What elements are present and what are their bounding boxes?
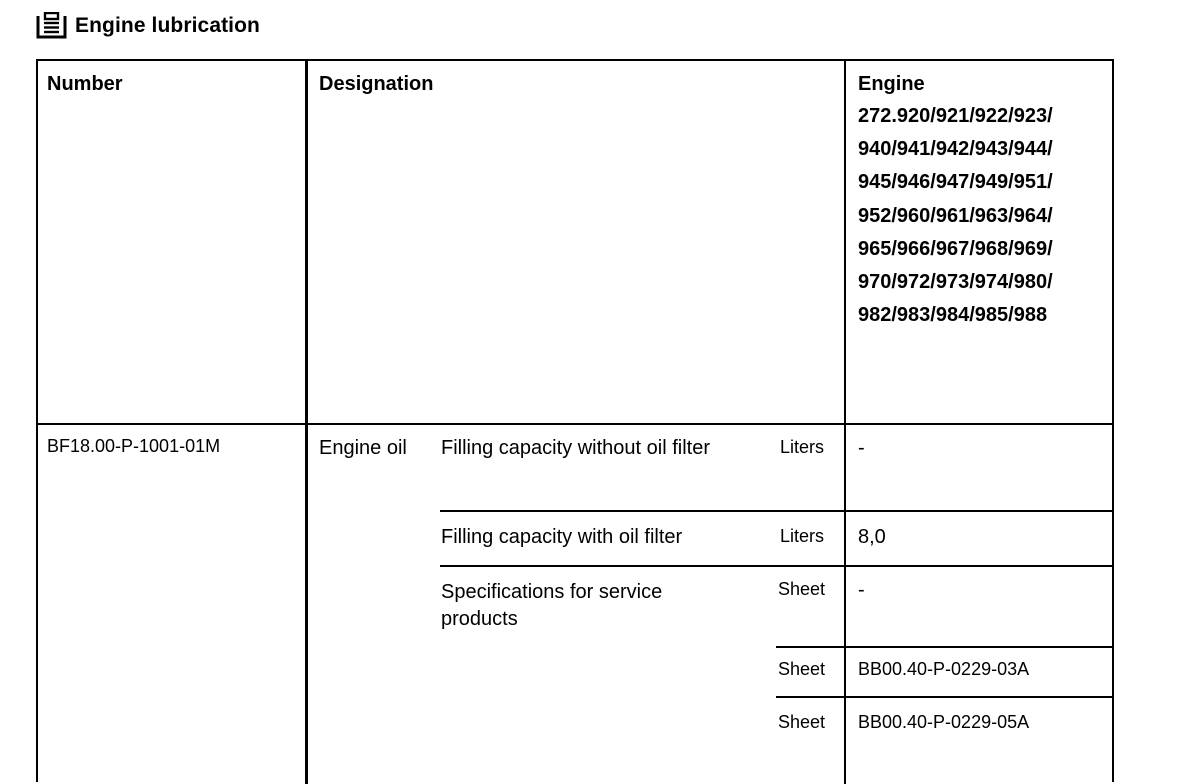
item-value-5[interactable]: BB00.40-P-0229-05A	[858, 712, 1030, 732]
document-number: BF18.00-P-1001-01M	[47, 436, 221, 456]
item-unit-2: Liters	[780, 526, 825, 546]
section-header	[36, 10, 260, 42]
section-title: Engine lubrication	[75, 14, 260, 37]
row-divider-3	[776, 646, 1114, 648]
item-unit-3: Sheet	[778, 579, 826, 599]
item-value-1: -	[858, 437, 865, 459]
item-unit-4: Sheet	[778, 659, 826, 679]
header-engine: Engine	[858, 73, 925, 95]
item-unit-5: Sheet	[778, 712, 826, 732]
lubrication-table	[36, 59, 1114, 782]
item-value-2: 8,0	[858, 526, 886, 548]
row-divider-1	[440, 510, 1114, 512]
engine-model-list: 272.920/921/922/923/ 940/941/942/943/944/ 945/946/947/949/951/ 952/960/961/963/964/ 965/966/967/968/969/ 970/972/973/974/980/ 982/983/984/985/988	[858, 105, 1053, 327]
item-value-4[interactable]: BB00.40-P-0229-03A	[858, 659, 1030, 679]
row-divider-2	[440, 565, 1114, 567]
item-unit-1: Liters	[780, 437, 825, 457]
row-divider-4	[776, 696, 1114, 698]
header-number: Number	[47, 73, 123, 95]
item-description-1: Filling capacity without oil filter	[441, 437, 710, 459]
item-description-2: Filling capacity with oil filter	[441, 526, 683, 548]
designation-engine-oil: Engine oil	[319, 437, 407, 459]
item-description-3: Specifications for service products	[441, 581, 663, 630]
item-value-3: -	[858, 579, 865, 601]
document-list-icon	[36, 12, 68, 40]
header-divider	[38, 423, 1114, 425]
header-designation: Designation	[319, 73, 434, 95]
